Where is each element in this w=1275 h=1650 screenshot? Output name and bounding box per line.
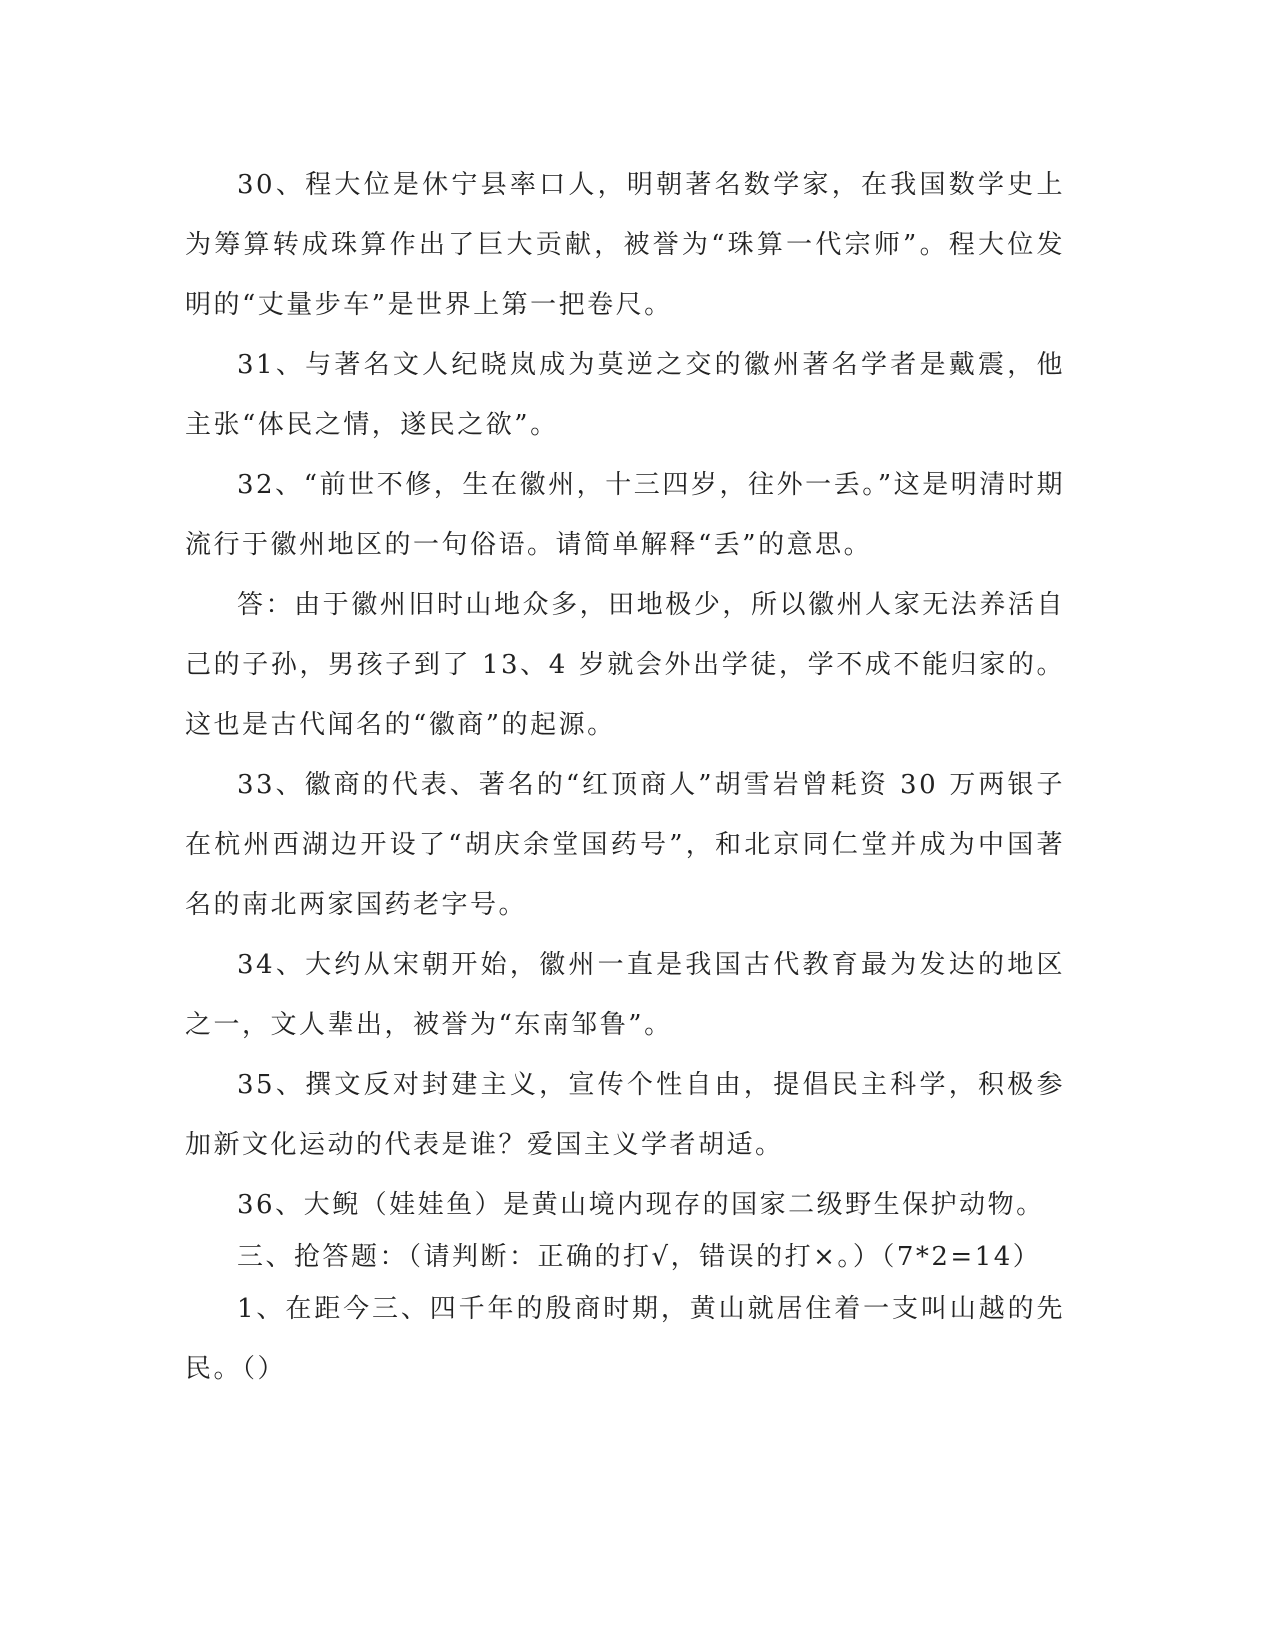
text-line: 期流行于徽州地区的一句俗语。请简单解释“丢”的意思。 [185, 470, 1065, 560]
text-line: 名的南北两家国药老字号。 [185, 890, 528, 920]
text-line: 在杭州西湖边开设了“胡庆余堂国药号”，和北京同仁堂并成为中国著 [185, 830, 1065, 860]
document-body [185, 155, 1065, 1399]
text-line: 31、与著名文人纪晓岚成为莫逆之交的徽州著名学者是戴震，他 [237, 350, 1065, 380]
text-line: 36、大鲵（娃娃鱼）是黄山境内现存的国家二级野生保护动物。 [237, 1190, 1045, 1220]
text-line: 34、大约从宋朝开始，徽州一直是我国古代教育最为发达的地区 [237, 950, 1065, 980]
text-line: 之一，文人辈出，被誉为“东南邹鲁”。 [185, 1010, 673, 1040]
section-heading-quick-answer [185, 1227, 1065, 1287]
text-line: 加新文化运动的代表是谁？爱国主义学者胡适。 [185, 1130, 784, 1160]
text-line: 30、程大位是休宁县率口人，明朝著名数学家，在我国数学史上 [237, 170, 1065, 200]
text-line: 主张“体民之情，遂民之欲”。 [185, 410, 559, 440]
paragraph-q34 [185, 935, 1065, 1055]
text-line: 明的“丈量步车”是世界上第一把卷尺。 [185, 290, 673, 320]
paragraph-judge-q1 [185, 1279, 1065, 1399]
paragraph-q35 [185, 1055, 1065, 1175]
paragraph-q32 [185, 455, 1065, 575]
paragraph-q31 [185, 335, 1065, 455]
text-line: 先民。（） [185, 1294, 1065, 1384]
paragraph-q30 [185, 155, 1065, 335]
text-line: 为筹算转成珠算作出了巨大贡献，被誉为“珠算一代宗师”。程大位发 [185, 230, 1065, 260]
text-line: 答：由于徽州旧时山地众多，田地极少，所以徽州人家无法养活 [237, 590, 1037, 620]
text-line: 三、抢答题：（请判断：正确的打√，错误的打×。）（7*2=14） [237, 1242, 1042, 1272]
paragraph-answer-q32 [185, 575, 1065, 755]
paragraph-q36 [185, 1175, 1065, 1235]
text-line: 1、在距今三、四千年的殷商时期，黄山就居住着一支叫山越的 [237, 1294, 1037, 1324]
text-line: 32、“前世不修，生在徽州，十三四岁，往外一丢。”这是明清时 [237, 470, 1037, 500]
paragraph-q33 [185, 755, 1065, 935]
text-line: 33、徽商的代表、著名的“红顶商人”胡雪岩曾耗资 30 万两银子 [237, 770, 1065, 800]
text-line: 35、撰文反对封建主义，宣传个性自由，提倡民主科学，积极参 [237, 1070, 1065, 1100]
text-line: 自己的子孙，男孩子到了 13、4 岁就会外出学徒，学不成不能归家的 [185, 590, 1065, 680]
text-line: 。这也是古代闻名的“徽商”的起源。 [185, 650, 1065, 740]
